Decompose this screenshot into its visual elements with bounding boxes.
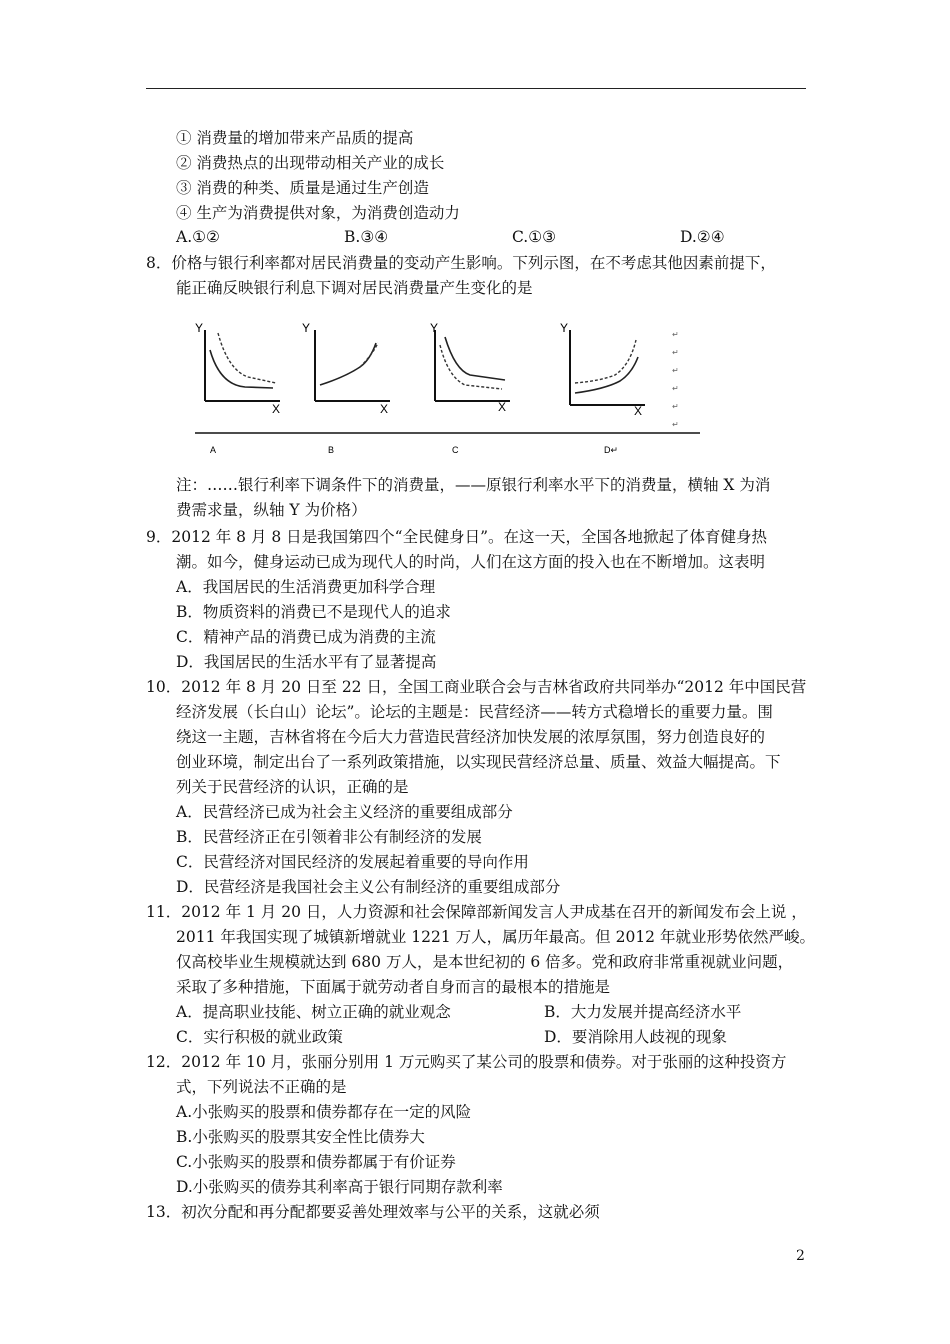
q7-statement-1: ① 消费量的增加带来产品质的提高 [176,129,414,147]
graph-b-x-label: X [380,402,389,416]
svg-text:↵: ↵ [672,420,679,429]
q10-option-b: B．民营经济正在引领着非公有制经济的发展 [176,828,482,846]
q11-stem-line-4: 采取了多种措施，下面属于就劳动者自身而言的最根本的措施是 [176,978,611,996]
graph-d-label: D↵ [604,445,619,455]
graph-d-y-label: Y [560,321,569,335]
q7-option-d: D.②④ [680,228,725,246]
q9-option-c: C．精神产品的消费已成为消费的主流 [176,628,436,646]
graph-a [195,321,280,455]
q11-stem-line-3: 仅高校毕业生规模就达到 680 万人，是本世纪初的 6 倍多。党和政府非常重视就业问题， [176,953,794,971]
q11-stem-line-1: 11．2012 年 1 月 20 日，人力资源和社会保障部新闻发言人尹成基在召开的新闻发布会上说 ， [146,903,807,921]
svg-text:↵: ↵ [672,384,679,393]
q13-stem-line-1: 13．初次分配和再分配都要妥善处理效率与公平的关系，这就必须 [146,1203,600,1221]
svg-text:↵: ↵ [672,366,679,375]
q11-stem-line-2: 2011 年我国实现了城镇新增就业 1221 万人，属历年最高。但 2012 年就业形势依然严峻。 [176,928,815,946]
q7-statement-2: ② 消费热点的出现带动相关产业的成长 [176,154,445,172]
q8-stem-line-2: 能正确反映银行利息下调对居民消费量产生变化的是 [176,279,533,297]
q10-stem-line-3: 绕这一主题，吉林省将在今后大力营造民营经济加快发展的浓厚氛围，努力创造良好的 [176,728,766,746]
q12-option-a: A.小张购买的股票和债券都存在一定的风险 [176,1103,472,1121]
q12-option-c: C.小张购买的股票和债券都属于有价证券 [176,1153,456,1171]
q9-stem-line-2: 潮。如今，健身运动已成为现代人的时尚，人们在这方面的投入也在不断增加。这表明 [176,553,766,571]
q11-option-b: B．大力发展并提高经济水平 [544,1003,742,1021]
q10-option-c: C．民营经济对国民经济的发展起着重要的导向作用 [176,853,529,871]
q10-stem-line-5: 列关于民营经济的认识，正确的是 [176,778,409,796]
page-number: 2 [796,1248,805,1264]
graph-c-x-label: X [498,400,507,414]
graph-b [302,321,390,455]
graph-b-y-label: Y [302,321,311,335]
q9-option-a: A．我国居民的生活消费更加科学合理 [176,578,436,596]
graph-a-y-label: Y [195,321,204,335]
q8-note-line-2: 费需求量，纵轴 Y 为价格） [176,501,367,519]
q7-option-a: A.①② [176,228,220,246]
svg-text:↵: ↵ [672,348,679,357]
svg-text:↵: ↵ [672,330,679,339]
q11-option-d: D．要消除用人歧视的现象 [544,1028,727,1046]
q12-option-b: B.小张购买的股票其安全性比债券大 [176,1128,425,1146]
q10-stem-line-4: 创业环境，制定出台了一系列政策措施，以实现民营经济总量、质量、效益大幅提高。下 [176,753,781,771]
q12-stem-line-1: 12．2012 年 10 月，张丽分别用 1 万元购买了某公司的股票和债券。对于张丽的这种投资方 [146,1053,787,1071]
q9-option-d: D．我国居民的生活水平有了显著提高 [176,653,437,671]
q10-option-a: A．民营经济已成为社会主义经济的重要组成部分 [176,803,513,821]
q8-graphs [190,315,710,465]
q10-stem-line-1: 10．2012 年 8 月 20 日至 22 日，全国工商业联合会与吉林省政府共同举办“2012 年中国民营 [146,678,807,696]
q7-option-b: B.③④ [344,228,389,246]
q7-options [176,228,776,248]
header-rule [146,88,806,89]
svg-text:↵: ↵ [672,402,679,411]
graph-a-x-label: X [272,402,281,416]
graph-c-y-label: Y [430,321,439,335]
graph-b-label: B [328,445,335,455]
graph-a-label: A [210,445,217,455]
graph-c-label: C [452,445,459,455]
graph-d-x-label: X [634,404,643,418]
q12-option-d: D.小张购买的债券其利率高于银行同期存款利率 [176,1178,503,1196]
q11-option-a: A．提高职业技能、树立正确的就业观念 [176,1003,451,1021]
q7-statement-4: ④ 生产为消费提供对象，为消费创造动力 [176,204,460,222]
q11-option-c: C．实行积极的就业政策 [176,1028,343,1046]
q9-stem-line-1: 9．2012 年 8 月 8 日是我国第四个“全民健身日”。在这一天，全国各地掀起了体育健身热 [146,528,768,546]
graph-c [430,321,510,455]
q12-stem-line-2: 式，下列说法不正确的是 [176,1078,347,1096]
q9-option-b: B．物质资料的消费已不是现代人的追求 [176,603,451,621]
q10-stem-line-2: 经济发展（长白山）论坛”。论坛的主题是：民营经济——转方式稳增长的重要力量。围 [176,703,773,721]
q8-stem-line-1: 8．价格与银行利率都对居民消费量的变动产生影响。下列示图，在不考虑其他因素前提下， [146,254,776,272]
graph-d [560,321,645,455]
q7-option-c: C.①③ [512,228,557,246]
q8-note-line-1: 注：……银行利率下调条件下的消费量，——原银行利率水平下的消费量，横轴 X 为消 [176,476,771,494]
q7-statement-3: ③ 消费的种类、质量是通过生产创造 [176,179,429,197]
q10-option-d: D．民营经济是我国社会主义公有制经济的重要组成部分 [176,878,561,896]
